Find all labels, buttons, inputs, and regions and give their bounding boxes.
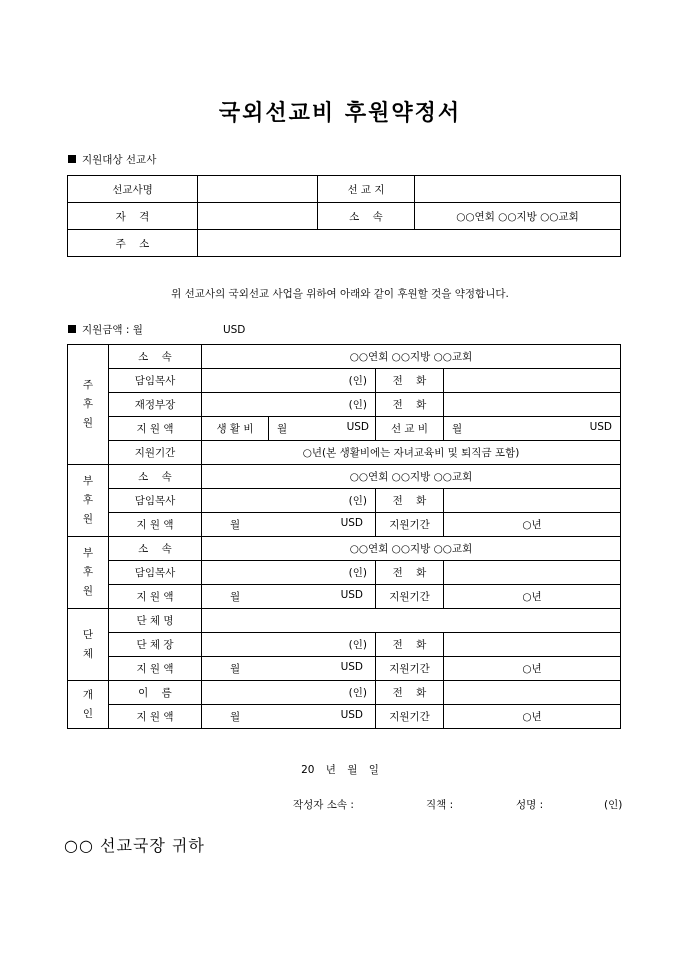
section-heading: 지원금액 : 월 (82, 324, 143, 336)
table-row (68, 369, 621, 393)
table-row (68, 633, 621, 657)
group-organization: 단 체 (68, 609, 109, 681)
sub1-pastor-seal[interactable]: (인) (202, 489, 376, 513)
individual-amount-label: 지 원 액 (109, 705, 202, 729)
main-phone-label: 전 화 (376, 369, 444, 393)
square-bullet-icon (68, 155, 76, 163)
org-head-seal[interactable]: (인) (202, 633, 376, 657)
table-row (68, 489, 621, 513)
individual-name-seal[interactable]: (인) (202, 681, 376, 705)
section-support-amount (68, 322, 245, 337)
group-sub-support-1: 부 후 원 (68, 465, 109, 537)
address-field[interactable] (198, 230, 621, 257)
main-finance-phone-field[interactable] (444, 393, 621, 417)
mission-field-value[interactable] (415, 176, 621, 203)
sub2-amount-label: 지 원 액 (109, 585, 202, 609)
sub2-affiliation-label: 소 속 (109, 537, 202, 561)
table-row (68, 657, 621, 681)
mission-field-label: 선 교 지 (318, 176, 415, 203)
author-seal: (인) (604, 799, 623, 811)
group-main-support: 주 후 원 (68, 345, 109, 465)
org-name-field[interactable] (202, 609, 621, 633)
table-row (68, 705, 621, 729)
table-row (68, 393, 621, 417)
table-row (68, 585, 621, 609)
sub1-affiliation-value[interactable]: ○○연회 ○○지방 ○○교회 (202, 465, 621, 489)
sub1-affiliation-label: 소 속 (109, 465, 202, 489)
author-position-label: 직책 : (426, 799, 454, 811)
sub2-phone-field[interactable] (444, 561, 621, 585)
main-amount-label: 지 원 액 (109, 417, 202, 441)
missionary-name-label: 선교사명 (68, 176, 198, 203)
address-label: 주 소 (68, 230, 198, 257)
sub2-pastor-label: 담임목사 (109, 561, 202, 585)
sub2-affiliation-value[interactable]: ○○연회 ○○지방 ○○교회 (202, 537, 621, 561)
document-title: 국외선교비 후원약정서 (218, 101, 462, 126)
sub1-pastor-label: 담임목사 (109, 489, 202, 513)
main-finance-phone-label: 전 화 (376, 393, 444, 417)
main-affiliation-label: 소 속 (109, 345, 202, 369)
sub1-amount-value[interactable]: 월 USD (202, 513, 376, 537)
org-period-label: 지원기간 (376, 657, 444, 681)
table-row (68, 513, 621, 537)
affiliation-value[interactable]: ○○연회 ○○지방 ○○교회 (415, 203, 621, 230)
section-heading: 지원대상 선교사 (82, 154, 157, 166)
table-row (68, 609, 621, 633)
table-row (68, 441, 621, 465)
main-period-value[interactable]: ○년(본 생활비에는 자녀교육비 및 퇴직금 포함) (202, 441, 621, 465)
qualification-field[interactable] (198, 203, 318, 230)
org-phone-label: 전 화 (376, 633, 444, 657)
main-pastor-label: 담임목사 (109, 369, 202, 393)
individual-phone-field[interactable] (444, 681, 621, 705)
section-target-missionary (68, 152, 156, 167)
org-amount-value[interactable]: 월 USD (202, 657, 376, 681)
org-name-label: 단 체 명 (109, 609, 202, 633)
org-head-label: 단 체 장 (109, 633, 202, 657)
individual-amount-value[interactable]: 월 USD (202, 705, 376, 729)
sub1-phone-label: 전 화 (376, 489, 444, 513)
sub1-period-label: 지원기간 (376, 513, 444, 537)
table-row (68, 537, 621, 561)
table-row (68, 203, 621, 230)
section-currency: USD (222, 324, 246, 336)
table-row (68, 465, 621, 489)
org-period-value[interactable]: ○년 (444, 657, 621, 681)
sub2-period-value[interactable]: ○년 (444, 585, 621, 609)
sub1-amount-label: 지 원 액 (109, 513, 202, 537)
support-table (67, 344, 621, 729)
pledge-statement: 위 선교사의 국외선교 사업을 위하여 아래와 같이 후원할 것을 약정합니다. (171, 288, 509, 300)
table-row (68, 417, 621, 441)
individual-name-label: 이 름 (109, 681, 202, 705)
sub2-period-label: 지원기간 (376, 585, 444, 609)
table-row (68, 345, 621, 369)
addressee: ○○ 선교국장 귀하 (64, 836, 205, 855)
author-affiliation-label: 작성자 소속 : (293, 799, 354, 811)
main-mission-amount[interactable]: 월 USD (444, 417, 621, 441)
missionary-table (67, 175, 621, 257)
main-mission-label: 선 교 비 (376, 417, 444, 441)
main-living-amount[interactable]: 월 USD (269, 417, 376, 441)
main-period-label: 지원기간 (109, 441, 202, 465)
sub1-period-value[interactable]: ○년 (444, 513, 621, 537)
sub2-pastor-seal[interactable]: (인) (202, 561, 376, 585)
individual-phone-label: 전 화 (376, 681, 444, 705)
org-phone-field[interactable] (444, 633, 621, 657)
main-finance-seal[interactable]: (인) (202, 393, 376, 417)
main-phone-field[interactable] (444, 369, 621, 393)
square-bullet-icon (68, 325, 76, 333)
individual-period-label: 지원기간 (376, 705, 444, 729)
main-finance-label: 재정부장 (109, 393, 202, 417)
sub1-phone-field[interactable] (444, 489, 621, 513)
table-row (68, 176, 621, 203)
table-row (68, 681, 621, 705)
missionary-name-field[interactable] (198, 176, 318, 203)
group-sub-support-2: 부 후 원 (68, 537, 109, 609)
individual-period-value[interactable]: ○년 (444, 705, 621, 729)
signing-date: 20 년 월 일 (301, 764, 379, 776)
main-affiliation-value[interactable]: ○○연회 ○○지방 ○○교회 (202, 345, 621, 369)
qualification-label: 자 격 (68, 203, 198, 230)
main-pastor-seal[interactable]: (인) (202, 369, 376, 393)
sub2-phone-label: 전 화 (376, 561, 444, 585)
main-living-label: 생 활 비 (202, 417, 269, 441)
affiliation-label: 소 속 (318, 203, 415, 230)
author-name-label: 성명 : (516, 799, 544, 811)
sub2-amount-value[interactable]: 월 USD (202, 585, 376, 609)
group-individual: 개 인 (68, 681, 109, 729)
org-amount-label: 지 원 액 (109, 657, 202, 681)
table-row (68, 230, 621, 257)
table-row (68, 561, 621, 585)
